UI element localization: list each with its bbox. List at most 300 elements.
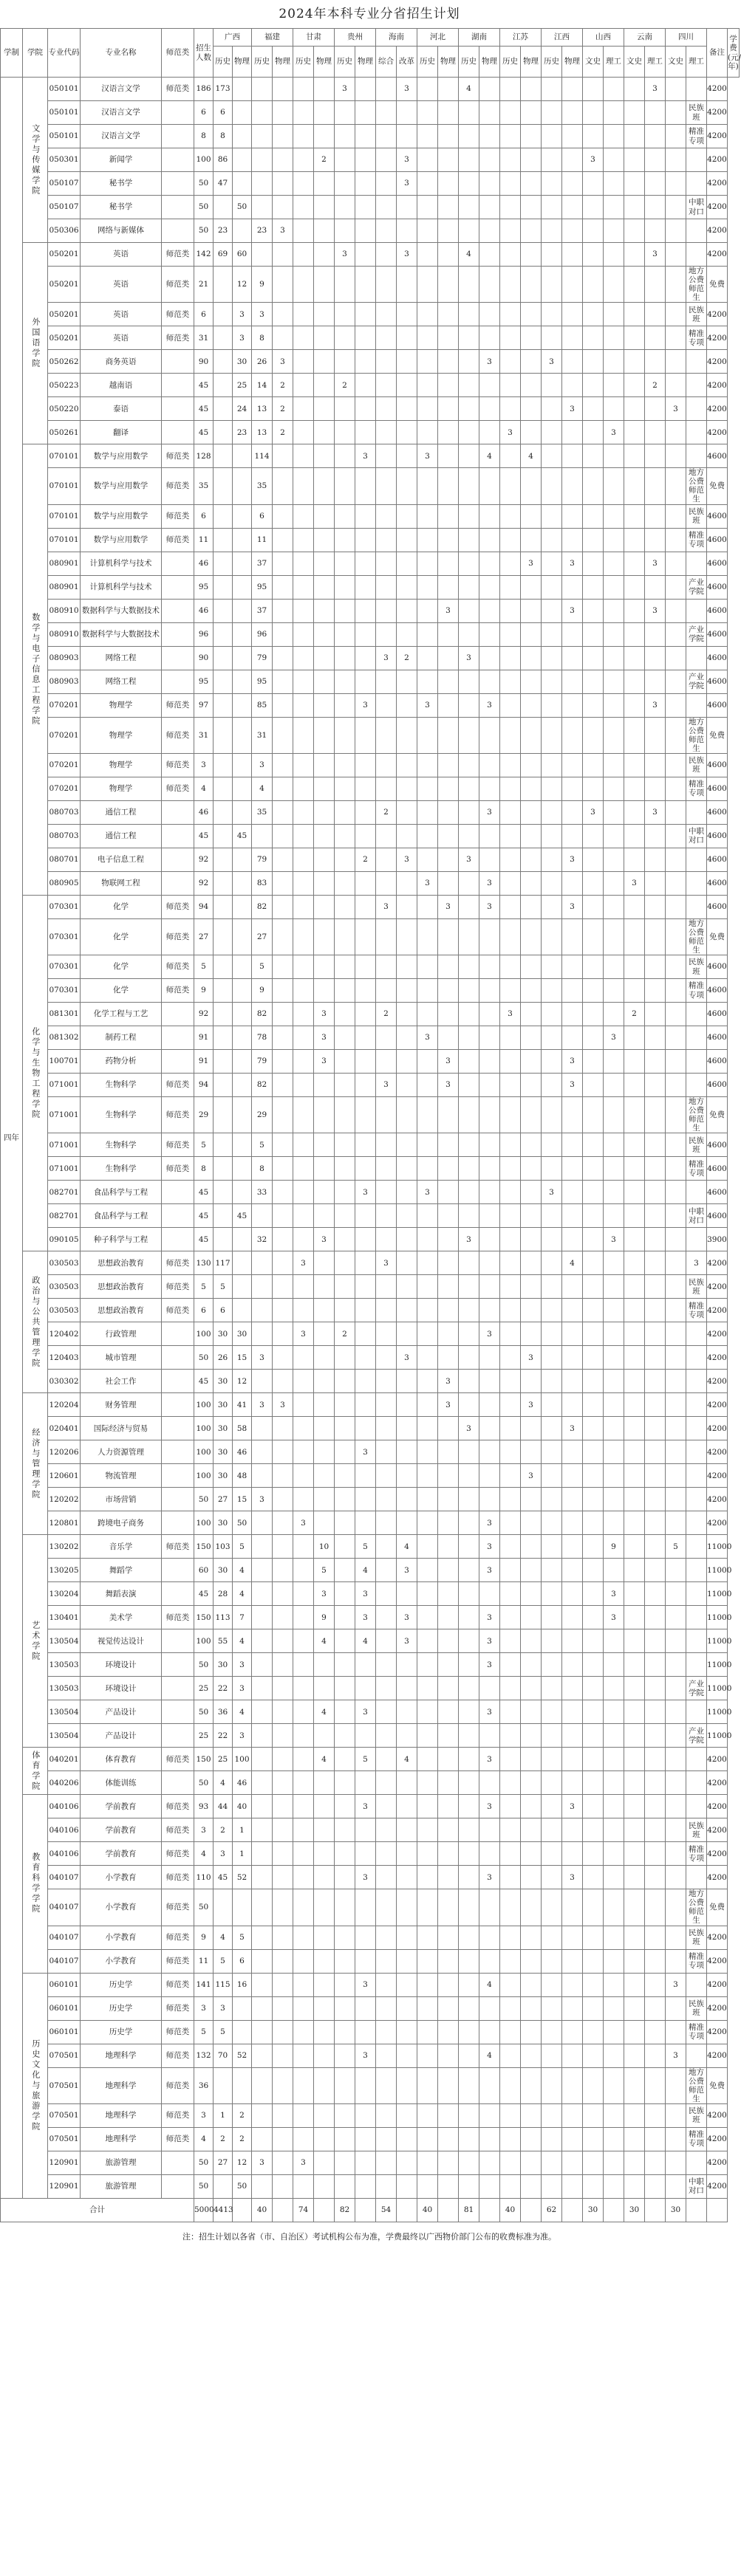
plan-value [583,374,604,397]
plan-value: 3 [233,303,252,326]
plan-value [252,2103,273,2127]
plan-value: 3 [355,444,376,468]
plan-value [397,552,417,575]
plan-value: 47 [214,172,233,196]
plan-value [417,646,438,670]
plan-value [233,599,252,622]
major-code: 120901 [48,2151,81,2174]
plan-value [624,172,645,196]
plan-value [214,1204,233,1228]
plan-value [666,1629,686,1653]
plan-value [335,1949,355,1973]
total-count: 186 [194,78,214,101]
plan-value [645,1346,666,1370]
plan-value [417,125,438,148]
table-row [1,267,740,303]
plan-value: 3 [417,1181,438,1204]
plan-value: 2 [233,2103,252,2127]
plan-value [645,871,666,895]
plan-value [624,1050,645,1074]
plan-value [645,1677,666,1700]
plan-value [335,1251,355,1275]
plan-value: 1 [233,1818,252,1842]
plan-value [417,397,438,421]
plan-value [233,575,252,599]
plan-value [500,1949,521,1973]
plan-value [252,1629,273,1653]
major-code: 080701 [48,848,81,871]
plan-value [397,2020,417,2044]
header-province: 甘肃 [293,29,335,47]
plan-value [314,646,335,670]
plan-value [500,1795,521,1818]
table-row [1,1700,740,1724]
normal-type: 师范类 [162,1535,194,1559]
plan-value [335,2103,355,2127]
remark: 中职对口 [686,2174,707,2198]
plan-value: 3 [479,1535,500,1559]
plan-value [521,753,542,777]
plan-value [293,1003,314,1026]
plan-value [666,848,686,871]
plan-value [542,1724,562,1748]
plan-value [583,219,604,243]
normal-type [162,1582,194,1606]
plan-value [252,78,273,101]
plan-value [583,1653,604,1677]
plan-value: 30 [214,1322,233,1346]
plan-value: 5 [355,1535,376,1559]
plan-value [417,800,438,824]
table-row [1,2020,740,2044]
normal-type: 师范类 [162,1996,194,2020]
tuition-fee: 4200 [707,2151,728,2174]
plan-value [355,1050,376,1074]
table-row [1,1026,740,1050]
plan-value [479,918,500,955]
plan-value [293,824,314,848]
plan-value [273,753,293,777]
plan-value [314,243,335,267]
plan-value [438,2044,459,2067]
plan-value [233,1133,252,1157]
plan-value [604,1996,624,2020]
plan-value [521,1050,542,1074]
plan-value [604,1050,624,1074]
remark [686,1322,707,1346]
remark: 民族班 [686,303,707,326]
plan-value [314,1949,335,1973]
plan-value [645,918,666,955]
remark: 产业学院 [686,670,707,693]
tuition-fee: 4200 [707,2174,728,2198]
plan-value: 4 [233,1700,252,1724]
table-row [1,1488,740,1511]
plan-value [604,504,624,528]
plan-value [417,1771,438,1795]
plan-value [459,1074,479,1097]
major-name: 学前教育 [81,1818,162,1842]
plan-value [397,979,417,1003]
plan-value [562,468,583,504]
plan-value [293,1606,314,1629]
plan-value [233,670,252,693]
total-value: 30 [624,2198,645,2222]
total-count: 100 [194,1629,214,1653]
plan-value [542,693,562,717]
major-code: 060101 [48,2020,81,2044]
plan-value [624,1795,645,1818]
plan-value [233,800,252,824]
plan-value: 4 [252,777,273,800]
plan-value [604,1393,624,1417]
plan-value [376,196,397,219]
plan-value [562,1842,583,1866]
plan-value [542,848,562,871]
plan-value [314,1511,335,1535]
plan-value [397,1677,417,1700]
plan-value [459,504,479,528]
plan-value [397,2151,417,2174]
plan-value [417,2020,438,2044]
normal-type: 师范类 [162,955,194,979]
plan-value [624,918,645,955]
plan-value [397,1003,417,1026]
plan-value [417,552,438,575]
plan-value [645,1606,666,1629]
normal-type [162,1559,194,1582]
plan-value [562,267,583,303]
major-code: 130503 [48,1653,81,1677]
normal-type: 师范类 [162,1157,194,1181]
plan-value [604,243,624,267]
plan-value [314,125,335,148]
total-count: 27 [194,918,214,955]
plan-value [252,148,273,172]
plan-value [583,955,604,979]
tuition-fee: 4200 [707,2020,728,2044]
plan-value [666,693,686,717]
table-row [1,1181,740,1204]
plan-value [604,1795,624,1818]
plan-value [233,646,252,670]
plan-value [521,1653,542,1677]
plan-value [666,800,686,824]
tuition-fee: 4600 [707,1204,728,1228]
plan-value [417,1251,438,1275]
header-subject: 历史 [500,47,521,78]
plan-value [417,172,438,196]
plan-value [521,303,542,326]
plan-value [438,918,459,955]
plan-value [376,848,397,871]
plan-value: 3 [397,848,417,871]
plan-value [376,1842,397,1866]
header-province: 海南 [376,29,417,47]
plan-value [624,326,645,350]
plan-value [438,575,459,599]
total-count: 45 [194,1370,214,1393]
major-code: 050262 [48,350,81,374]
plan-value [583,1818,604,1842]
plan-value [624,2174,645,2198]
plan-value [562,800,583,824]
plan-value [562,1228,583,1251]
total-value: 40 [417,2198,438,2222]
plan-value [293,1559,314,1582]
table-row [1,1795,740,1818]
plan-value [604,172,624,196]
plan-value [273,444,293,468]
plan-value [479,504,500,528]
plan-value [624,670,645,693]
plan-value [355,1653,376,1677]
total-count: 92 [194,871,214,895]
plan-value [583,326,604,350]
plan-value [583,2151,604,2174]
plan-value: 70 [214,2044,233,2067]
plan-value [604,1181,624,1204]
plan-value [479,1097,500,1133]
normal-type [162,552,194,575]
plan-value [335,1181,355,1204]
plan-value [273,848,293,871]
plan-value: 3 [233,1724,252,1748]
plan-value [645,1926,666,1949]
plan-value: 3 [604,421,624,444]
plan-value [355,1251,376,1275]
plan-value [604,1204,624,1228]
plan-value [521,267,542,303]
plan-value [542,1251,562,1275]
plan-value [604,196,624,219]
plan-value [293,196,314,219]
plan-value [273,1003,293,1026]
plan-value: 28 [214,1582,233,1606]
plan-value [521,326,542,350]
major-name: 市场营销 [81,1488,162,1511]
plan-value [562,777,583,800]
plan-value [624,1949,645,1973]
plan-value: 3 [355,1700,376,1724]
plan-value [604,1926,624,1949]
plan-value [335,1582,355,1606]
plan-value [583,599,604,622]
plan-value [459,777,479,800]
plan-value [583,125,604,148]
plan-value [273,1133,293,1157]
major-name: 思想政治教育 [81,1251,162,1275]
plan-value [562,1346,583,1370]
total-count: 150 [194,1535,214,1559]
tuition-fee: 4600 [707,1074,728,1097]
plan-value [273,2151,293,2174]
major-code: 120202 [48,1488,81,1511]
plan-value [459,397,479,421]
plan-value [500,1299,521,1322]
plan-value [417,1535,438,1559]
plan-value [355,646,376,670]
plan-value [521,871,542,895]
plan-value [521,78,542,101]
plan-value [314,444,335,468]
plan-value [479,1346,500,1370]
table-row [1,1724,740,1748]
plan-value [624,1417,645,1440]
plan-value: 3 [397,78,417,101]
major-name: 产品设计 [81,1724,162,1748]
plan-value [562,1393,583,1417]
plan-value [500,1322,521,1346]
total-count: 94 [194,895,214,918]
plan-value [542,2067,562,2103]
normal-type [162,374,194,397]
plan-value [314,918,335,955]
plan-value [397,2127,417,2151]
plan-value [335,101,355,125]
plan-value [214,528,233,552]
plan-value: 4 [562,1251,583,1275]
plan-value [459,955,479,979]
plan-value [314,2020,335,2044]
plan-value [459,1771,479,1795]
major-name: 旅游管理 [81,2174,162,2198]
plan-value: 5 [666,1535,686,1559]
plan-value [459,125,479,148]
major-code: 082701 [48,1204,81,1228]
plan-value [293,421,314,444]
plan-value [500,2151,521,2174]
plan-value [233,955,252,979]
plan-value [624,1582,645,1606]
plan-value [293,2067,314,2103]
plan-value [542,599,562,622]
plan-value [645,1724,666,1748]
plan-value [479,955,500,979]
plan-value: 3 [273,219,293,243]
table-row [1,918,740,955]
plan-value: 33 [252,1181,273,1204]
plan-value [293,753,314,777]
total-count: 45 [194,374,214,397]
plan-value [417,599,438,622]
plan-value [562,693,583,717]
plan-value: 60 [233,243,252,267]
plan-value [376,1322,397,1346]
plan-value [438,1559,459,1582]
plan-value [417,2151,438,2174]
total-count: 11 [194,528,214,552]
plan-value [542,1393,562,1417]
normal-type [162,848,194,871]
plan-value [624,1133,645,1157]
major-name: 数据科学与大数据技术 [81,622,162,646]
plan-value [376,125,397,148]
plan-value [645,148,666,172]
plan-value: 3 [583,148,604,172]
plan-value [417,2174,438,2198]
plan-value [624,1464,645,1488]
plan-value [314,1488,335,1511]
plan-value [397,125,417,148]
remark: 精准专项 [686,979,707,1003]
plan-value [314,717,335,753]
plan-value: 83 [252,871,273,895]
plan-value [252,1677,273,1700]
total-value: 62 [542,2198,562,2222]
plan-value [645,1973,666,1996]
plan-value [293,1204,314,1228]
plan-value [252,1559,273,1582]
normal-type [162,1393,194,1417]
plan-value [273,1795,293,1818]
tuition-fee: 4600 [707,646,728,670]
major-name: 通信工程 [81,824,162,848]
plan-value [355,504,376,528]
major-code: 100701 [48,1050,81,1074]
plan-value [604,2103,624,2127]
major-code: 080901 [48,552,81,575]
xuezhi-cell: 四年 [1,78,23,2199]
plan-value: 30 [214,1393,233,1417]
plan-value [562,1204,583,1228]
major-code: 120204 [48,1393,81,1417]
plan-value [314,800,335,824]
plan-value [335,172,355,196]
plan-value [355,777,376,800]
plan-value: 9 [604,1535,624,1559]
plan-value [562,196,583,219]
plan-value [417,717,438,753]
major-code: 090105 [48,1228,81,1251]
plan-value [604,1629,624,1653]
plan-value [583,267,604,303]
plan-value [233,78,252,101]
plan-value [335,1771,355,1795]
plan-value [214,777,233,800]
major-code: 120901 [48,2174,81,2198]
plan-value [666,1582,686,1606]
plan-value [624,2067,645,2103]
normal-type [162,1370,194,1393]
plan-value [355,219,376,243]
plan-value [273,1535,293,1559]
plan-value [459,1133,479,1157]
plan-value [479,824,500,848]
plan-value [624,1973,645,1996]
plan-value [252,196,273,219]
total-value [397,2198,417,2222]
table-row [1,622,740,646]
plan-value: 2 [314,148,335,172]
major-name: 越南语 [81,374,162,397]
major-name: 新闻学 [81,148,162,172]
plan-value [542,444,562,468]
plan-value [500,1133,521,1157]
plan-value [376,1026,397,1050]
plan-value: 5 [314,1559,335,1582]
plan-value [335,1026,355,1050]
plan-value: 3 [479,871,500,895]
plan-value [459,1393,479,1417]
major-name: 小学教育 [81,1866,162,1889]
total-value [707,2198,728,2222]
plan-value [666,350,686,374]
plan-value [604,693,624,717]
plan-value [355,552,376,575]
plan-value [562,1559,583,1582]
plan-value [397,1074,417,1097]
